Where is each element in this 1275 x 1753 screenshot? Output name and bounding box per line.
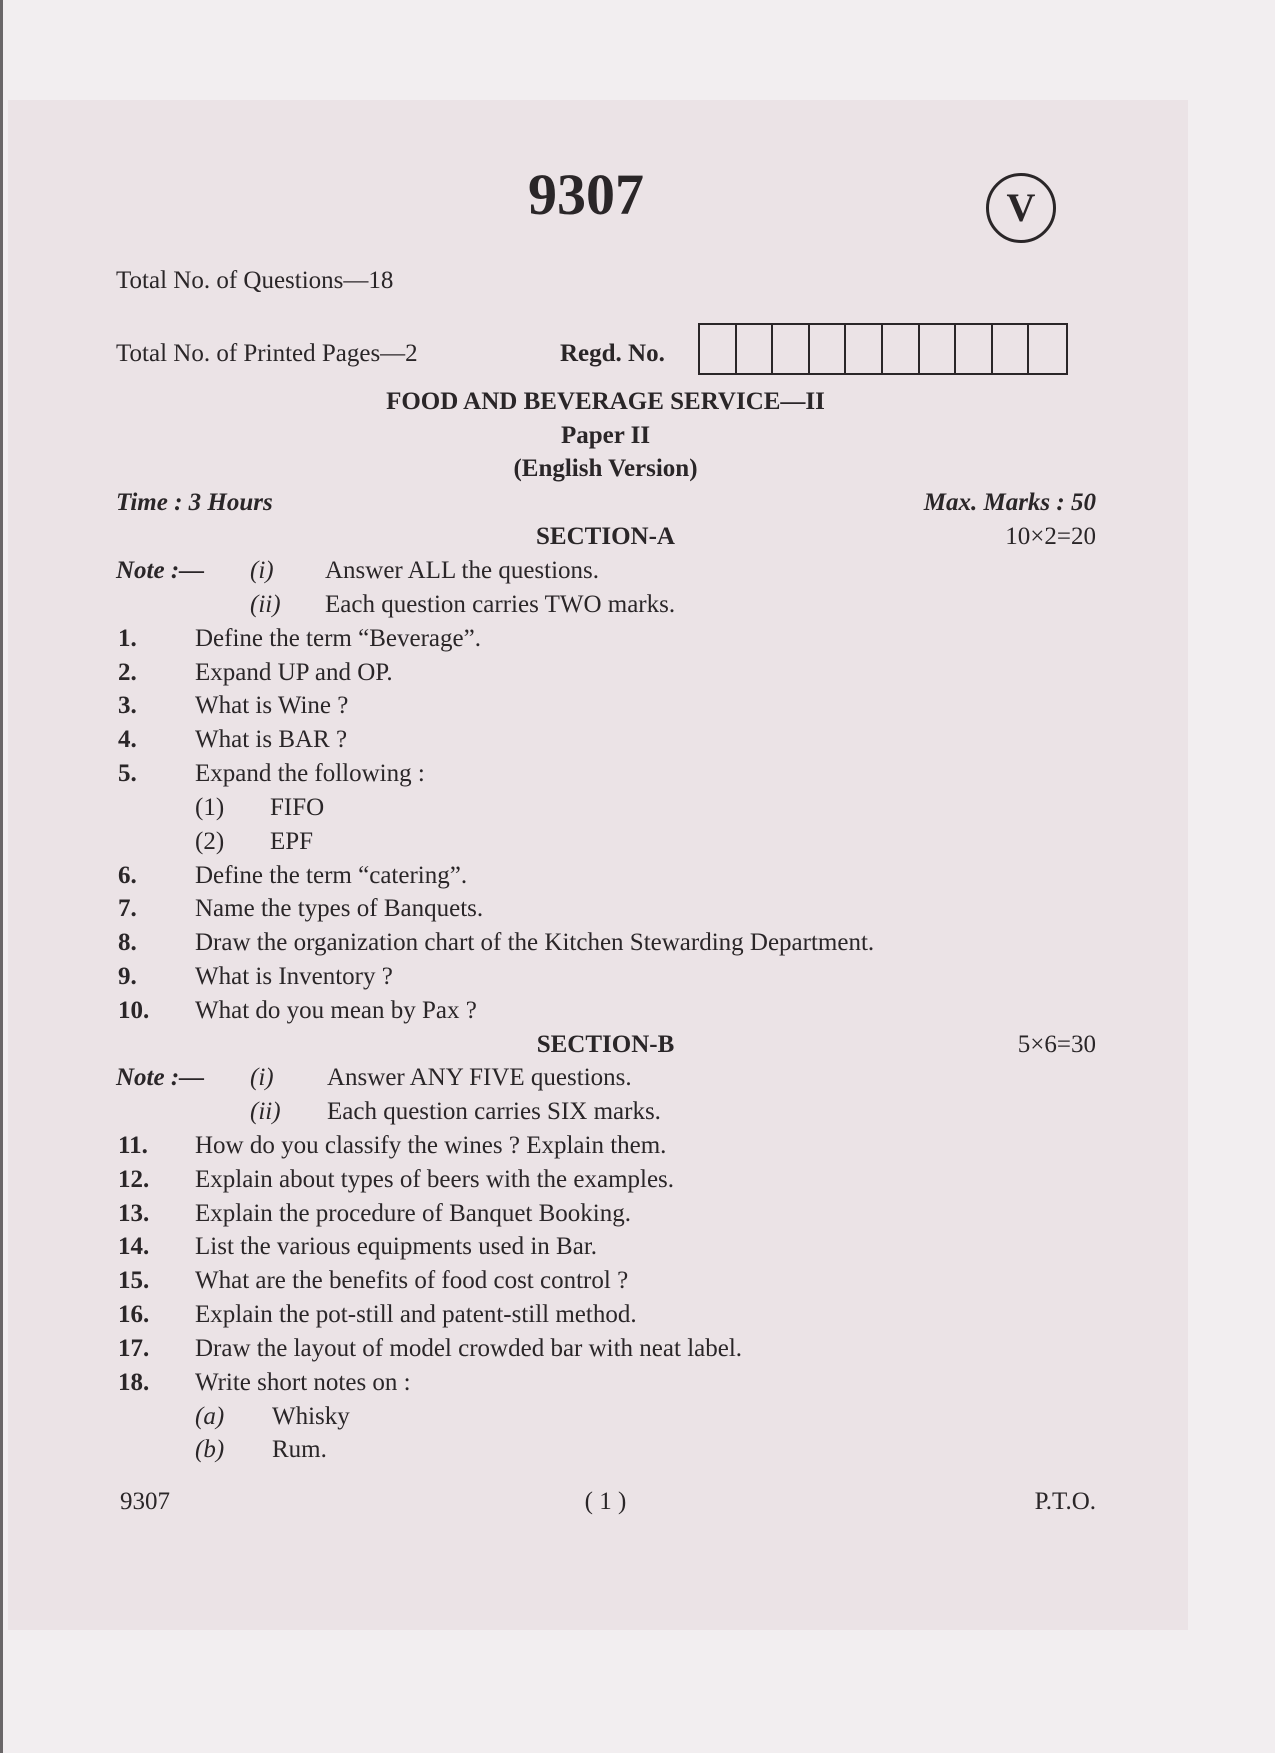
question-number: 4. <box>118 726 137 753</box>
question-text: What is Wine ? <box>195 692 349 719</box>
regd-number-box <box>883 325 920 373</box>
question-text: What is Inventory ? <box>195 963 393 990</box>
sub-question-number: (a) <box>195 1403 225 1430</box>
total-printed-pages: Total No. of Printed Pages—2 <box>116 340 418 367</box>
section-b-note-1-num: (i) <box>250 1064 274 1091</box>
regd-number-boxes <box>698 323 1068 375</box>
sub-question-text: Rum. <box>272 1436 327 1463</box>
section-a-note-1-text: Answer ALL the questions. <box>325 557 600 584</box>
subject-title: FOOD AND BEVERAGE SERVICE—II <box>386 388 825 415</box>
question-text: Define the term “Beverage”. <box>195 625 481 652</box>
regd-number-box <box>993 325 1030 373</box>
version-badge: V <box>986 173 1056 243</box>
question-number: 12. <box>118 1166 150 1193</box>
regd-number-box <box>810 325 847 373</box>
question-number: 14. <box>118 1233 150 1260</box>
question-text: Expand the following : <box>195 760 425 787</box>
question-number: 13. <box>118 1200 150 1227</box>
section-a-title: SECTION-A <box>536 523 675 550</box>
sub-question-number: (2) <box>195 828 225 855</box>
sub-question-number: (b) <box>195 1436 225 1463</box>
question-number: 2. <box>118 659 137 686</box>
question-number: 5. <box>118 760 137 787</box>
sub-question-text: Whisky <box>272 1403 350 1430</box>
page-number: ( 1 ) <box>584 1488 627 1515</box>
regd-number-box <box>700 325 737 373</box>
section-b-note-1-text: Answer ANY FIVE questions. <box>327 1064 632 1091</box>
question-number: 6. <box>118 862 137 889</box>
regd-number-box <box>773 325 810 373</box>
section-a-note-label: Note :— <box>116 557 205 584</box>
question-number: 8. <box>118 929 137 956</box>
version-label: (English Version) <box>513 455 698 482</box>
paper-code: 9307 <box>528 162 644 227</box>
question-number: 7. <box>118 895 137 922</box>
question-text: Expand UP and OP. <box>195 659 393 686</box>
total-questions: Total No. of Questions—18 <box>116 267 394 294</box>
question-number: 18. <box>118 1369 150 1396</box>
section-b-title: SECTION-B <box>536 1031 675 1058</box>
max-marks: Max. Marks : 50 <box>923 489 1096 516</box>
section-b-note-2-num: (ii) <box>250 1098 281 1125</box>
section-b-marks: 5×6=30 <box>1017 1031 1096 1058</box>
regd-number-box <box>737 325 774 373</box>
section-b-note-2-text: Each question carries SIX marks. <box>327 1098 661 1125</box>
question-number: 11. <box>118 1132 148 1159</box>
question-number: 17. <box>118 1335 150 1362</box>
question-text: Write short notes on : <box>195 1369 411 1396</box>
question-number: 3. <box>118 692 137 719</box>
question-text: Explain the pot-still and patent-still method. <box>195 1301 637 1328</box>
sub-question-text: EPF <box>270 828 314 855</box>
question-number: 1. <box>118 625 137 652</box>
regd-number-box <box>1029 325 1066 373</box>
time-label: Time : 3 Hours <box>116 489 273 516</box>
section-a-note-2-num: (ii) <box>250 591 281 618</box>
paper-label: Paper II <box>560 422 651 449</box>
question-text: Explain about types of beers with the examples. <box>195 1166 675 1193</box>
section-a-note-2-text: Each question carries TWO marks. <box>325 591 676 618</box>
section-a-note-1-num: (i) <box>250 557 274 584</box>
sub-question-number: (1) <box>195 794 225 821</box>
section-b-note-label: Note :— <box>116 1064 205 1091</box>
question-number: 10. <box>118 997 150 1024</box>
question-number: 9. <box>118 963 137 990</box>
question-text: Name the types of Banquets. <box>195 895 484 922</box>
question-text: Explain the procedure of Banquet Booking. <box>195 1200 631 1227</box>
question-text: How do you classify the wines ? Explain them. <box>195 1132 667 1159</box>
question-text: What is BAR ? <box>195 726 348 753</box>
question-text: Draw the layout of model crowded bar with neat label. <box>195 1335 743 1362</box>
question-text: What are the benefits of food cost control ? <box>195 1267 629 1294</box>
question-text: What do you mean by Pax ? <box>195 997 477 1024</box>
question-text: List the various equipments used in Bar. <box>195 1233 598 1260</box>
footer-code: 9307 <box>120 1488 170 1515</box>
regd-number-box <box>956 325 993 373</box>
sub-question-text: FIFO <box>270 794 325 821</box>
question-number: 15. <box>118 1267 150 1294</box>
section-a-marks: 10×2=20 <box>1005 523 1096 550</box>
question-text: Draw the organization chart of the Kitchen Stewarding Department. <box>195 929 875 956</box>
regd-label: Regd. No. <box>560 340 665 367</box>
question-number: 16. <box>118 1301 150 1328</box>
question-text: Define the term “catering”. <box>195 862 468 889</box>
regd-number-box <box>920 325 957 373</box>
regd-number-box <box>846 325 883 373</box>
pto-label: P.T.O. <box>1034 1488 1096 1515</box>
